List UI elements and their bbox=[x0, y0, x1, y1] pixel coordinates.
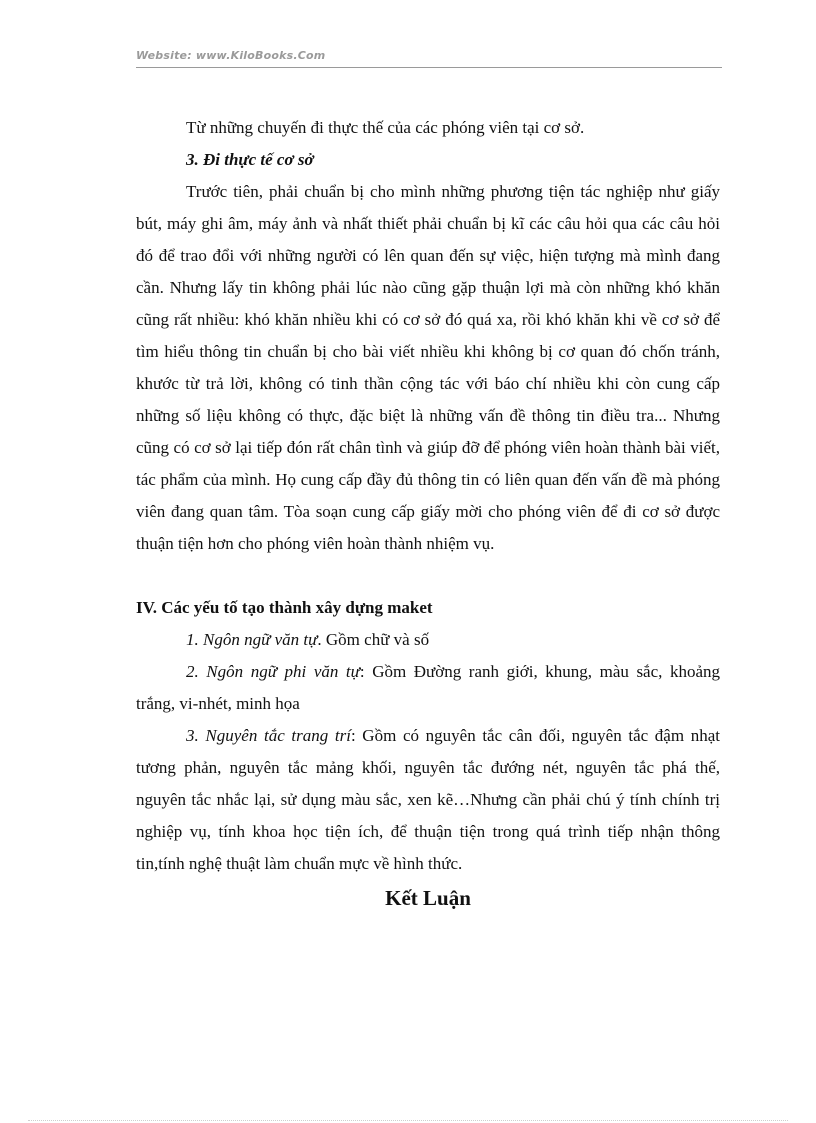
item-written-language-text: . Gồm chữ và số bbox=[317, 630, 430, 649]
document-body bbox=[136, 112, 720, 914]
item-nonverbal-language bbox=[136, 656, 720, 720]
item-decoration-principles-text: : Gồm có nguyên tắc cân đối, nguyên tắc đậm nhạt tương phản, nguyên tắc mảng khối, nguyên tắc đướng nét, nguyên tắc phá thế, nguyên tắc nhắc lại, sử dụng màu sắc, xen kẽ…Nhưng cần phải chú ý tính chính trị nghiệp vụ, tính khoa học tiện ích, để thuận tiện trong quá trình tiếp nhận thông tin,tính nghệ thuật làm chuẩn mực về hình thức. bbox=[136, 726, 720, 873]
website-label: Website: www.KiloBooks.Com bbox=[136, 49, 326, 62]
subheading-field-trip: 3. Đi thực tế cơ sở bbox=[186, 150, 314, 169]
page-bottom-border bbox=[28, 1120, 788, 1121]
item-nonverbal-language-text: : Gồm Đường ranh giới, khung, màu sắc, khoảng trắng, vi-nhét, minh họa bbox=[136, 662, 721, 713]
item-written-language-label: 1. Ngôn ngữ văn tự bbox=[186, 630, 318, 649]
intro-line: Từ những chuyến đi thực thế của các phóng viên tại cơ sở. bbox=[186, 118, 585, 137]
paragraph-preparation: Trước tiên, phải chuẩn bị cho mình những phương tiện tác nghiệp như giấy bút, máy ghi âm, máy ảnh và nhất thiết phải chuẩn bị kĩ các câu hỏi qua các câu hỏi đó để trao đổi với những người có lên quan đến sự việc, hiện tượng mà mình đang cần. Nhưng lấy tin không phải lúc nào cũng gặp thuận lợi mà còn những khó khăn cũng rất nhiều: khó khăn nhiều khi có cơ sở đó quá xa, rồi khó khăn khi về cơ sở để tìm hiểu thông tin chuẩn bị cho bài viết nhiều khi không bị cơ quan đó chốn tránh, khước từ trả lời, không có tinh thần cộng tác với báo chí nhiều khi còn cung cấp những số liệu không có thực, đặc biệt là những vấn đề thông tin điều tra... Nhưng cũng có cơ sở lại tiếp đón rất chân tình và giúp đỡ để phóng viên hoàn thành bài viết, tác phẩm của mình. Họ cung cấp đầy đủ thông tin có liên quan đến vấn đề mà phóng viên đang quan tâm. Tòa soạn cung cấp giấy mời cho phóng viên để đi cơ sở được thuận tiện hơn cho phóng viên hoàn thành nhiệm vụ. bbox=[136, 182, 720, 553]
item-decoration-principles-label: 3. Nguyên tắc trang trí bbox=[186, 726, 351, 745]
item-nonverbal-language-label: 2. Ngôn ngữ phi văn tự bbox=[186, 662, 360, 681]
section-heading-maket: IV. Các yếu tố tạo thành xây dựng maket bbox=[136, 598, 433, 617]
item-written-language bbox=[136, 624, 720, 656]
item-decoration-principles bbox=[136, 720, 720, 880]
page-header bbox=[136, 49, 722, 68]
conclusion-heading: Kết Luận bbox=[385, 886, 471, 910]
